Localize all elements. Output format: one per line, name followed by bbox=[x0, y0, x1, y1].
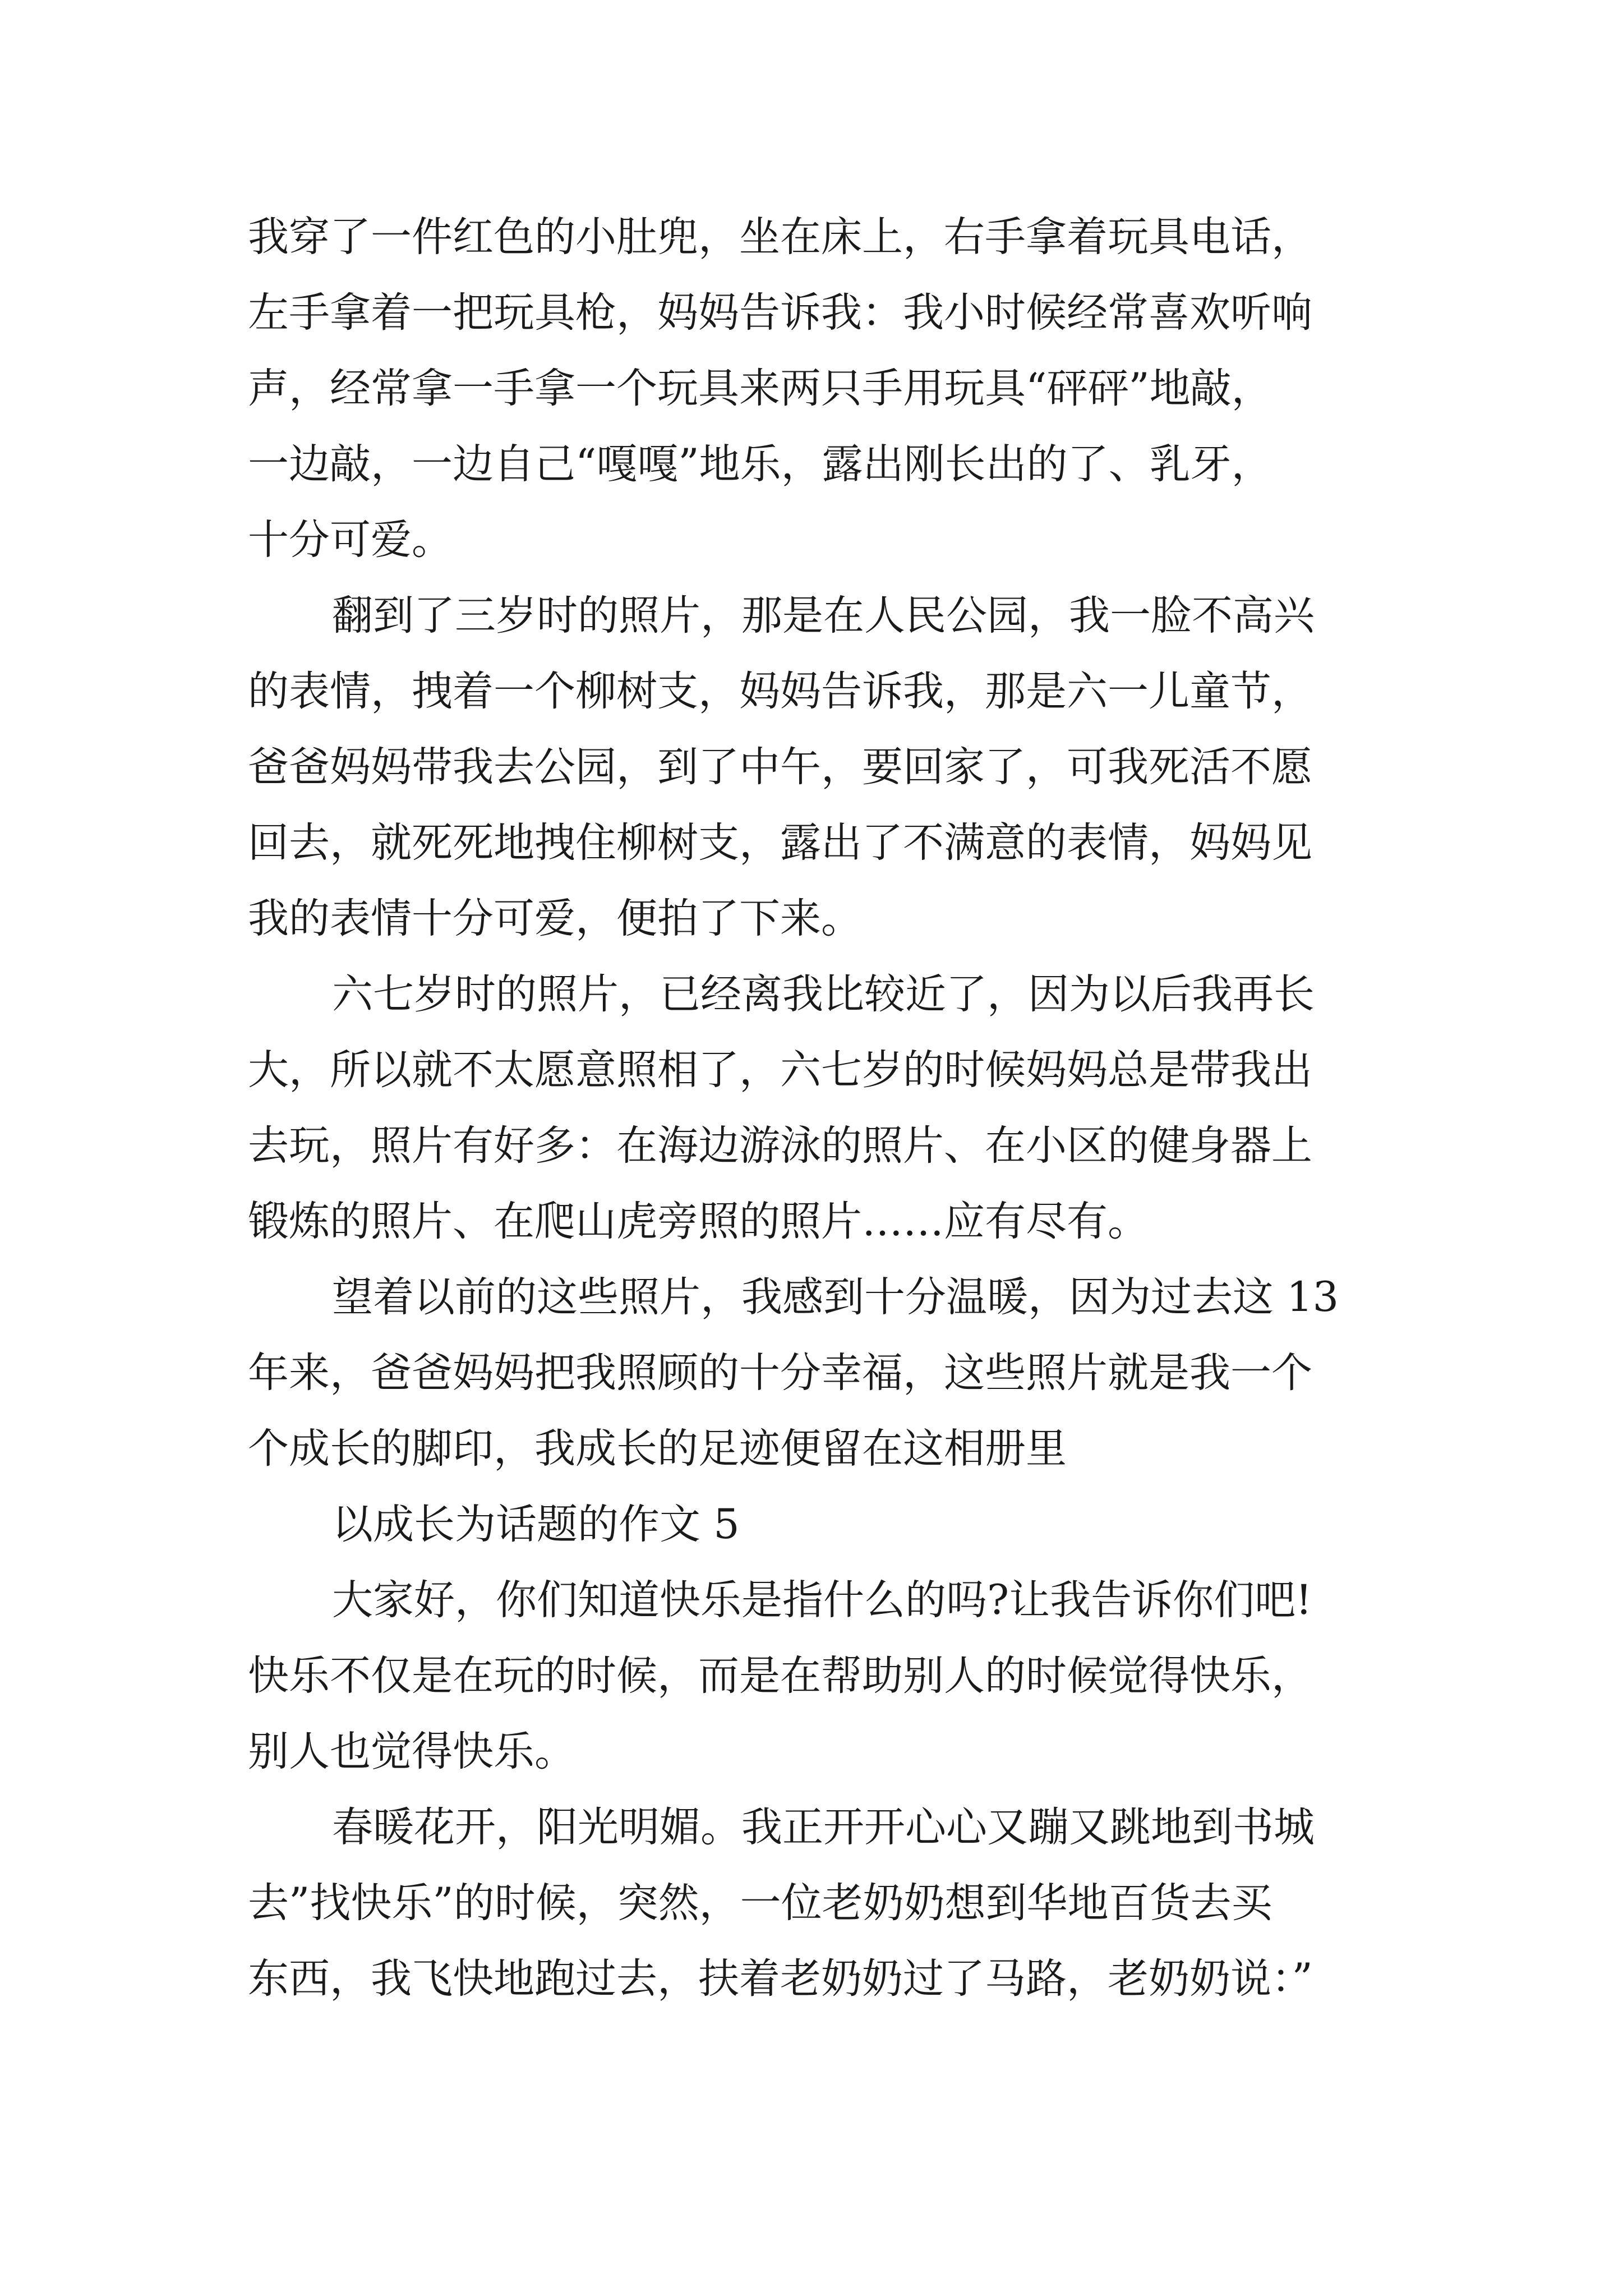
text-line: 回去，就死死地拽住柳树支，露出了不满意的表情，妈妈见 bbox=[248, 819, 1312, 867]
text-line: 个成长的脚印，我成长的足迹便留在这相册里 bbox=[248, 1425, 1067, 1473]
text-line: 锻炼的照片、在爬山虎旁照的照片……应有尽有。 bbox=[248, 1198, 1149, 1245]
text-line: 去”找快乐”的时候，突然，一位老奶奶想到华地百货去买 bbox=[248, 1879, 1272, 1927]
text-line: 我穿了一件红色的小肚兜，坐在床上，右手拿着玩具电话， bbox=[248, 213, 1312, 261]
text-line: 去玩，照片有好多：在海边游泳的照片、在小区的健身器上 bbox=[248, 1122, 1312, 1170]
paragraph-first-line: 望着以前的这些照片，我感到十分温暖，因为过去这 13 bbox=[332, 1273, 1339, 1321]
text-line: 大，所以就不太愿意照相了，六七岁的时候妈妈总是带我出 bbox=[248, 1046, 1312, 1094]
text-line: 爸爸妈妈带我去公园，到了中午，要回家了，可我死活不愿 bbox=[248, 743, 1312, 791]
text-line: 我的表情十分可爱，便拍了下来。 bbox=[248, 895, 862, 942]
paragraph-first-line: 春暖花开，阳光明媚。我正开开心心又蹦又跳地到书城 bbox=[332, 1803, 1315, 1851]
text-line: 别人也觉得快乐。 bbox=[248, 1728, 575, 1775]
text-line: 左手拿着一把玩具枪，妈妈告诉我：我小时候经常喜欢听响 bbox=[248, 289, 1312, 337]
paragraph-first-line: 六七岁时的照片，已经离我比较近了，因为以后我再长 bbox=[332, 970, 1315, 1018]
text-line: 的表情，拽着一个柳树支，妈妈告诉我，那是六一儿童节， bbox=[248, 668, 1312, 715]
text-line: 十分可爱。 bbox=[248, 516, 453, 564]
text-line: 快乐不仅是在玩的时候，而是在帮助别人的时候觉得快乐， bbox=[248, 1652, 1312, 1700]
text-line: 一边敲，一边自己“嘎嘎”地乐，露出刚长出的了、乳牙， bbox=[248, 440, 1272, 488]
text-line: 年来，爸爸妈妈把我照顾的十分幸福，这些照片就是我一个 bbox=[248, 1349, 1312, 1397]
paragraph-first-line: 大家好，你们知道快乐是指什么的吗?让我告诉你们吧! bbox=[332, 1576, 1312, 1624]
text-line: 东西，我飞快地跑过去，扶着老奶奶过了马路，老奶奶说：” bbox=[248, 1955, 1313, 2003]
document-page bbox=[248, 199, 1384, 2017]
section-heading: 以成长为话题的作文 5 bbox=[332, 1501, 740, 1548]
text-line: 声，经常拿一手拿一个玩具来两只手用玩具“砰砰”地敲， bbox=[248, 365, 1272, 412]
paragraph-first-line: 翻到了三岁时的照片，那是在人民公园，我一脸不高兴 bbox=[332, 592, 1315, 639]
